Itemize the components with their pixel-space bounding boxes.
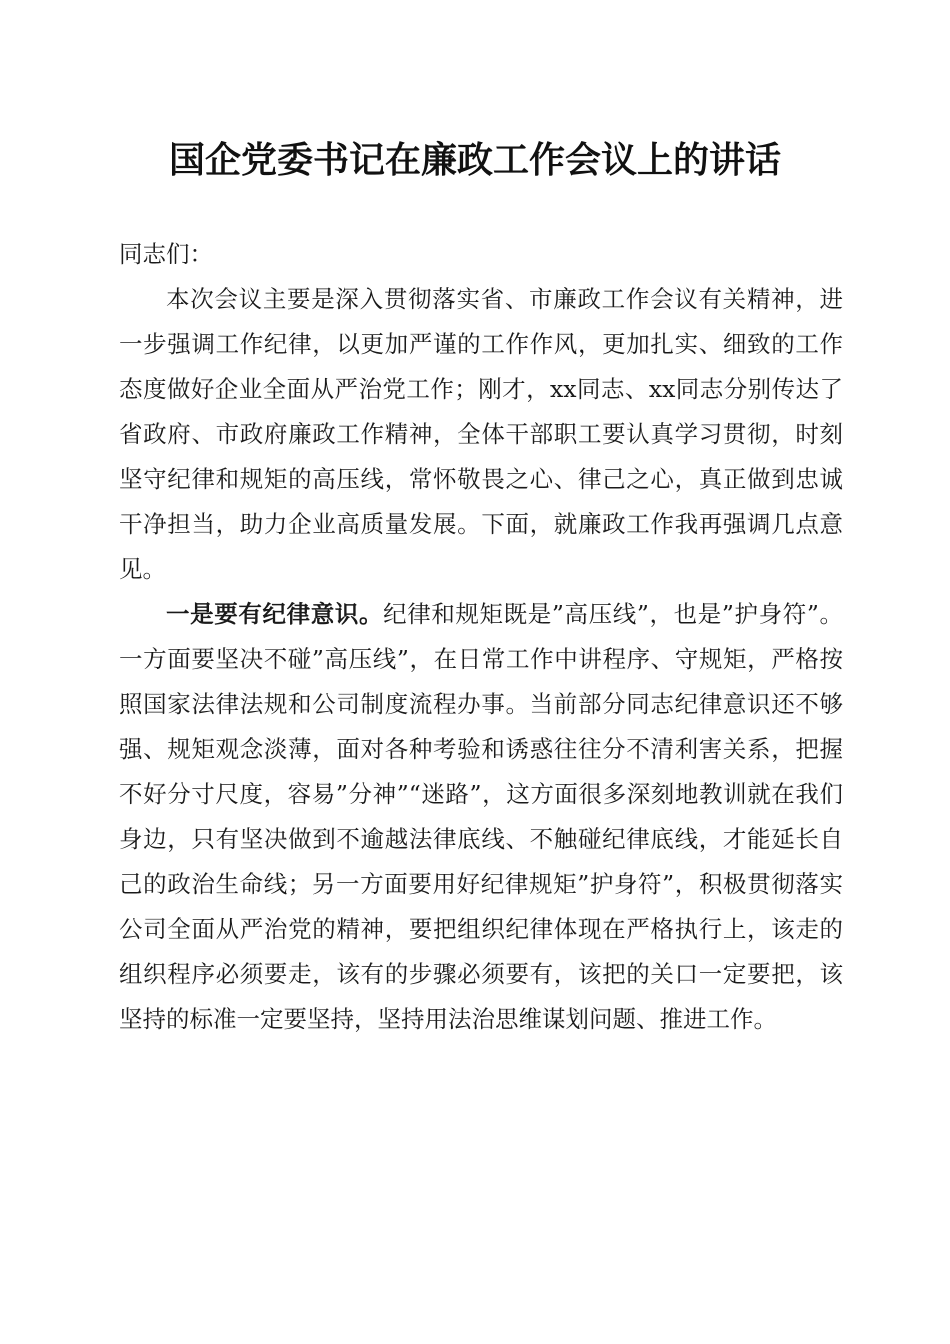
paragraph-discipline [119, 592, 843, 1042]
document-title: 国企党委书记在廉政工作会议上的讲话 [168, 139, 781, 181]
document-body [119, 232, 843, 1042]
salutation: 同志们： [119, 240, 213, 268]
paragraph-body: 纪律和规矩既是”高压线”，也是”护身符”。一方面要坚决不碰”高压线”，在日常工作中讲程序、守规矩，严格按照国家法律法规和公司制度流程办事。当前部分同志纪律意识还不够强、规矩观念淡薄，面对各种考验和诱惑往往分不清利害关系，把握不好分寸尺度，容易”分神”“迷路”，这方面很多深刻地教训就在我们身边，只有坚决做到不逾越法律底线、不触碰纪律底线，才能延长自己的政治生命线；另一方面要用好纪律规矩”护身符”，积极贯彻落实公司全面从严治党的精神，要把组织纪律体现在严格执行上，该走的组织程序必须要走，该有的步骤必须要有，该把的关口一定要把，该坚持的标准一定要坚持，坚持用法治思维谋划问题、推进工作。 [119, 600, 844, 1033]
paragraph-intro: 本次会议主要是深入贯彻落实省、市廉政工作会议有关精神，进一步强调工作纪律，以更加严谨的工作作风，更加扎实、细致的工作态度做好企业全面从严治党工作；刚才，xx同志、xx同志分别传达了省政府、市政府廉政工作精神，全体干部职工要认真学习贯彻，时刻坚守纪律和规矩的高压线，常怀敬畏之心、律己之心，真正做到忠诚干净担当，助力企业高质量发展。下面，就廉政工作我再强调几点意见。 [119, 285, 843, 583]
paragraph-lead: 一是要有纪律意识。 [166, 600, 384, 628]
